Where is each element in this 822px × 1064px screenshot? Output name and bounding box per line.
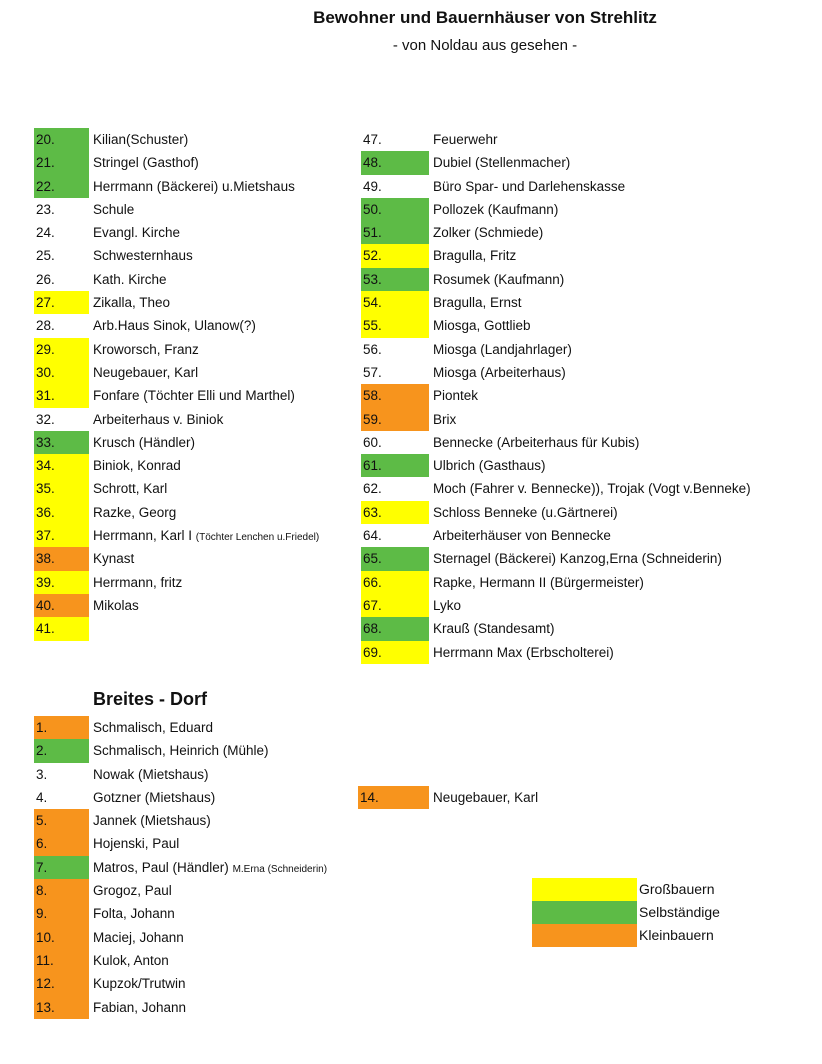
house-number: 29. [34,338,89,361]
house-number: 28. [36,318,55,334]
resident-name [433,244,516,267]
resident-name-text: Miosga (Arbeiterhaus) [433,364,566,380]
house-number: 34. [34,454,89,477]
resident-name-text: Kulok, Anton [93,952,169,968]
resident-name [93,291,170,314]
house-number: 13. [34,996,89,1019]
resident-name [433,291,522,314]
house-number: 62. [363,481,382,497]
resident-name-text: Jannek (Mietshaus) [93,813,211,829]
house-number: 51. [361,221,429,244]
resident-name-text: Krauß (Standesamt) [433,621,555,637]
house-number: 6. [34,832,89,855]
resident-name-text: Fabian, Johann [93,999,187,1015]
resident-name-text: Razke, Georg [93,504,177,520]
house-number: 47. [363,132,382,147]
house-number: 64. [363,528,382,544]
resident-name-text: Grogoz, Paul [93,883,172,899]
resident-name [93,524,319,547]
resident-name-text: Biniok, Konrad [93,458,181,474]
house-number: 66. [361,571,429,594]
resident-name-text: Piontek [433,388,479,404]
resident-name [93,477,167,500]
resident-name-text: Schrott, Karl [93,481,168,497]
resident-name [433,384,478,407]
resident-name-text: Fonfare (Töchter Elli und Marthel) [93,388,295,404]
resident-name-text: Feuerwehr [433,132,498,147]
house-number: 14. [358,786,429,809]
resident-name-text: Maciej, Johann [93,929,184,945]
resident-name [433,198,558,221]
house-number: 55. [361,314,429,337]
resident-name-text: Folta, Johann [93,906,175,922]
legend-label: Großbauern [639,881,715,897]
resident-note: M.Erna (Schneiderin) [232,863,328,875]
page-title: Bewohner und Bauernhäuser von Strehlitz [313,8,657,27]
house-number: 67. [361,594,429,617]
resident-name [93,763,209,786]
legend-label: Kleinbauern [639,927,714,943]
house-number: 30. [34,361,89,384]
resident-name-text: Schule [93,201,135,217]
house-number: 60. [363,434,382,450]
resident-name-text: Hojenski, Paul [93,836,180,852]
house-number: 61. [361,454,429,477]
legend-swatch-selb [532,901,637,924]
house-number: 25. [36,248,55,264]
house-number: 59. [361,408,429,431]
house-number: 40. [34,594,89,617]
resident-name-text: Bennecke (Arbeiterhaus für Kubis) [433,434,640,450]
resident-name-text: Sternagel (Bäckerei) Kanzog,Erna (Schneiderin) [433,551,722,567]
house-number: 1. [34,716,89,739]
house-number: 68. [361,617,429,640]
resident-name [93,996,186,1019]
resident-name-text: Schmalisch, Heinrich (Mühle) [93,743,269,759]
house-number: 39. [34,571,89,594]
resident-name [93,244,193,267]
house-number: 37. [34,524,89,547]
resident-name [93,926,184,949]
resident-name [433,408,456,431]
house-number: 38. [34,547,89,570]
resident-name [93,454,181,477]
house-number: 35. [34,477,89,500]
resident-name-text: Neugebauer, Karl [93,364,199,380]
resident-name [433,128,498,151]
resident-name-text: Evangl. Kirche [93,225,181,241]
house-number: 48. [361,151,429,174]
resident-name [93,594,139,617]
resident-name [93,431,195,454]
resident-name-text: Arb.Haus Sinok, Ulanow(?) [93,318,256,334]
legend-swatch-klein [532,924,637,947]
house-number: 5. [34,809,89,832]
resident-name-text: Herrmann, Karl I [93,528,193,544]
house-number: 9. [34,902,89,925]
resident-name [93,879,172,902]
resident-name [93,949,169,972]
resident-name [433,477,751,500]
resident-name-text: Pollozek (Kaufmann) [433,201,559,217]
resident-name-text: Miosga (Landjahrlager) [433,341,572,357]
house-number: 4. [36,789,48,805]
resident-name-text: Schloss Benneke (u.Gärtnerei) [433,504,618,520]
resident-name [93,314,256,337]
resident-name [433,221,543,244]
house-number: 27. [34,291,89,314]
house-number: 53. [361,268,429,291]
resident-name-text: Rapke, Hermann II (Bürgermeister) [433,574,644,590]
resident-name-text: Moch (Fahrer v. Bennecke)), Trojak (Vogt v.Benneke) [433,481,751,497]
resident-name-text: Herrmann, fritz [93,574,183,590]
resident-name [433,547,722,570]
house-number: 3. [36,766,48,782]
resident-name-text: Kilian(Schuster) [93,132,189,147]
resident-name-text: Kroworsch, Franz [93,341,199,357]
house-number: 7. [34,856,89,879]
house-number: 20. [34,128,89,151]
resident-name [93,151,199,174]
house-number: 32. [36,411,55,427]
house-number: 54. [361,291,429,314]
resident-name-text: Stringel (Gasthof) [93,155,199,171]
resident-name-text: Kynast [93,551,135,567]
resident-name [433,501,618,524]
resident-name [433,268,564,291]
resident-name [93,501,176,524]
resident-name-text: Bragulla, Ernst [433,295,522,311]
resident-name [93,786,215,809]
house-number: 23. [36,201,55,217]
resident-name [433,641,614,664]
house-number: 65. [361,547,429,570]
resident-name-text: Arbeiterhaus v. Biniok [93,411,224,427]
house-number: 31. [34,384,89,407]
house-number: 50. [361,198,429,221]
house-number: 52. [361,244,429,267]
house-number: 10. [34,926,89,949]
resident-name [93,716,213,739]
resident-name [93,739,269,762]
legend-label: Selbständige [639,904,720,920]
house-number: 24. [36,225,55,241]
resident-name [93,972,186,995]
resident-name [93,361,198,384]
resident-name-text: Rosumek (Kaufmann) [433,271,565,287]
resident-name [433,175,625,198]
resident-name-text: Arbeiterhäuser von Bennecke [433,528,611,544]
house-number: 22. [34,175,89,198]
resident-name [93,571,182,594]
resident-name-text: Kupzok/Trutwin [93,976,186,992]
legend-swatch-gross [532,878,637,901]
house-number: 21. [34,151,89,174]
resident-name [93,547,134,570]
resident-name-text: Zikalla, Theo [93,295,171,311]
resident-name [93,856,327,879]
resident-name-text: Zolker (Schmiede) [433,225,544,241]
resident-name: Neugebauer, Karl [433,790,539,805]
house-number: 12. [34,972,89,995]
resident-name [93,175,295,198]
house-number: 49. [363,178,382,194]
resident-name [433,524,611,547]
resident-name [433,454,546,477]
resident-name-text: Lyko [433,597,462,613]
resident-name [93,384,295,407]
resident-name [433,314,531,337]
resident-name-text: Krusch (Händler) [93,434,196,450]
house-number: 63. [361,501,429,524]
resident-name-text: Schwesternhaus [93,248,193,264]
house-number: 33. [34,431,89,454]
resident-name-text: Miosga, Gottlieb [433,318,531,334]
resident-name-text: Dubiel (Stellenmacher) [433,155,571,171]
resident-name [433,431,639,454]
resident-name [93,408,223,431]
resident-name [93,128,188,151]
resident-name-text: Gotzner (Mietshaus) [93,789,216,805]
resident-name-text: Bragulla, Fritz [433,248,517,264]
house-number: 26. [36,271,55,287]
resident-name [93,338,199,361]
resident-name [93,832,179,855]
resident-name-text: Kath. Kirche [93,271,167,287]
resident-name [433,338,572,361]
resident-name [93,902,175,925]
house-number: 56. [363,341,382,357]
resident-name-text: Mikolas [93,597,139,613]
resident-name [433,151,570,174]
resident-name-text: Nowak (Mietshaus) [93,766,209,782]
house-number: 36. [34,501,89,524]
resident-name [93,198,134,221]
resident-name [433,361,566,384]
resident-name-text: Brix [433,411,457,427]
house-number: 58. [361,384,429,407]
resident-name-text: Matros, Paul (Händler) [93,859,229,875]
resident-name-text: Schmalisch, Eduard [93,720,214,735]
resident-note: (Töchter Lenchen u.Friedel) [195,532,320,544]
resident-name-text: Herrmann Max (Erbscholterei) [433,644,614,660]
house-number: 69. [361,641,429,664]
resident-name [93,221,180,244]
house-number: 11. [34,949,89,972]
house-number: 2. [34,739,89,762]
resident-name [433,617,555,640]
house-number: 57. [363,364,382,380]
resident-name [93,809,211,832]
resident-name [93,268,167,291]
resident-name [433,571,644,594]
house-number: 8. [34,879,89,902]
house-number: 41. [34,617,89,640]
page-subtitle: - von Noldau aus gesehen - [392,37,578,54]
resident-name-text: Büro Spar- und Darlehenskasse [433,178,626,194]
resident-name-text: Ulbrich (Gasthaus) [433,458,546,474]
resident-name-text: Herrmann (Bäckerei) u.Mietshaus [93,178,295,194]
resident-name [433,594,461,617]
section-heading-breites-dorf: Breites - Dorf [93,689,208,709]
